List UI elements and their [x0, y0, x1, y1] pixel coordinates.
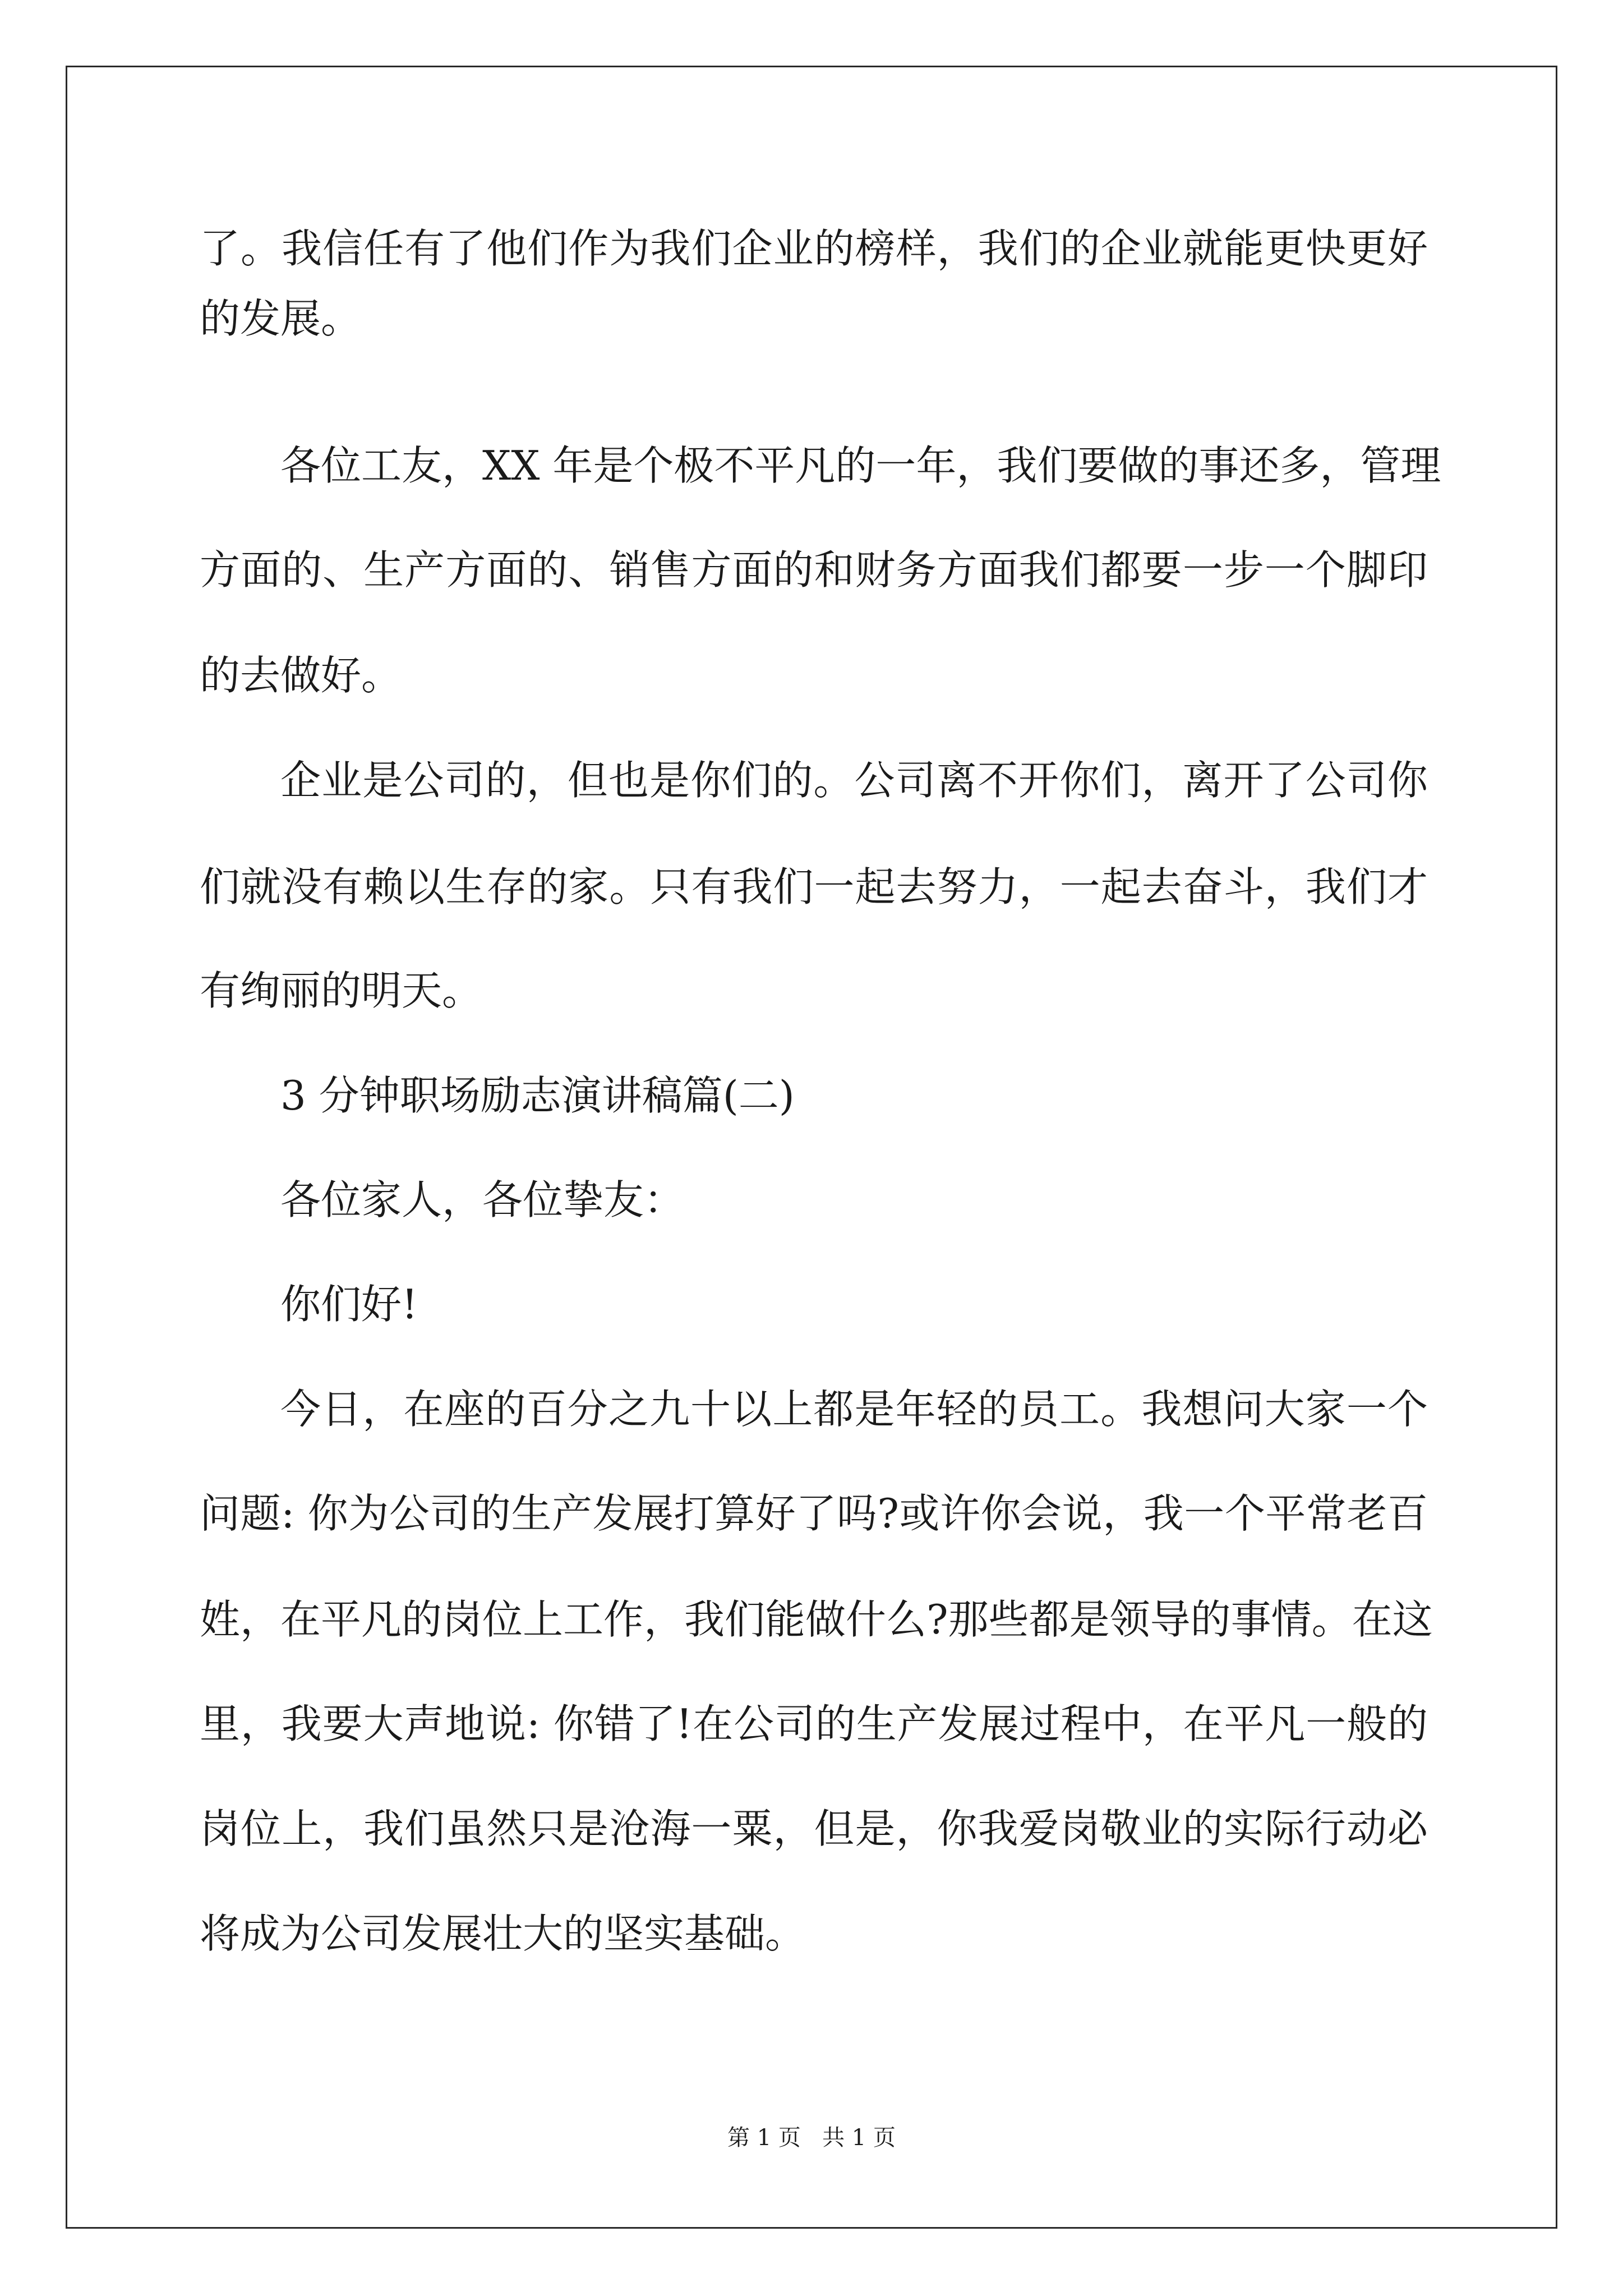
text-line: 姓，在平凡的岗位上工作，我们能做什么?那些都是领导的事情。在这	[200, 1596, 1433, 1643]
page-footer: 第 1 页 共 1 页	[727, 2125, 896, 2151]
text-line: 了。我信任有了他们作为我们企业的榜样，我们的企业就能更快更好	[200, 225, 1428, 272]
greeting: 你们好!	[280, 1281, 418, 1328]
text-line: 将成为公司发展壮大的坚实基础。	[200, 1910, 806, 1957]
text-line: 的发展。	[200, 295, 362, 342]
salutation: 各位家人，各位挚友：	[280, 1176, 685, 1223]
text-line: 有绚丽的明天。	[200, 967, 483, 1014]
text-line: 问题: 你为公司的生产发展打算好了吗?或许你会说，我一个平常老百	[200, 1490, 1428, 1537]
text-line: 的去做好。	[200, 652, 402, 699]
text-line: 岗位上，我们虽然只是沧海一粟，但是，你我爱岗敬业的实际行动必	[200, 1805, 1428, 1852]
text-line: 今日，在座的百分之九十以上都是年轻的员工。我想问大家一个	[280, 1386, 1428, 1433]
text-line: 企业是公司的，但也是你们的。公司离不开你们，离开了公司你	[280, 757, 1428, 804]
text-line: 方面的、生产方面的、销售方面的和财务方面我们都要一步一个脚印	[200, 546, 1428, 593]
text-line: 们就没有赖以生存的家。只有我们一起去努力，一起去奋斗，我们才	[200, 863, 1428, 910]
text-line: 各位工友，XX 年是个极不平凡的一年，我们要做的事还多，管理	[280, 442, 1441, 489]
page-border	[66, 66, 1557, 2229]
text-line: 里，我要大声地说: 你错了!在公司的生产发展过程中，在平凡一般的	[200, 1700, 1428, 1747]
section-heading: 3 分钟职场励志演讲稿篇(二)	[280, 1072, 795, 1119]
